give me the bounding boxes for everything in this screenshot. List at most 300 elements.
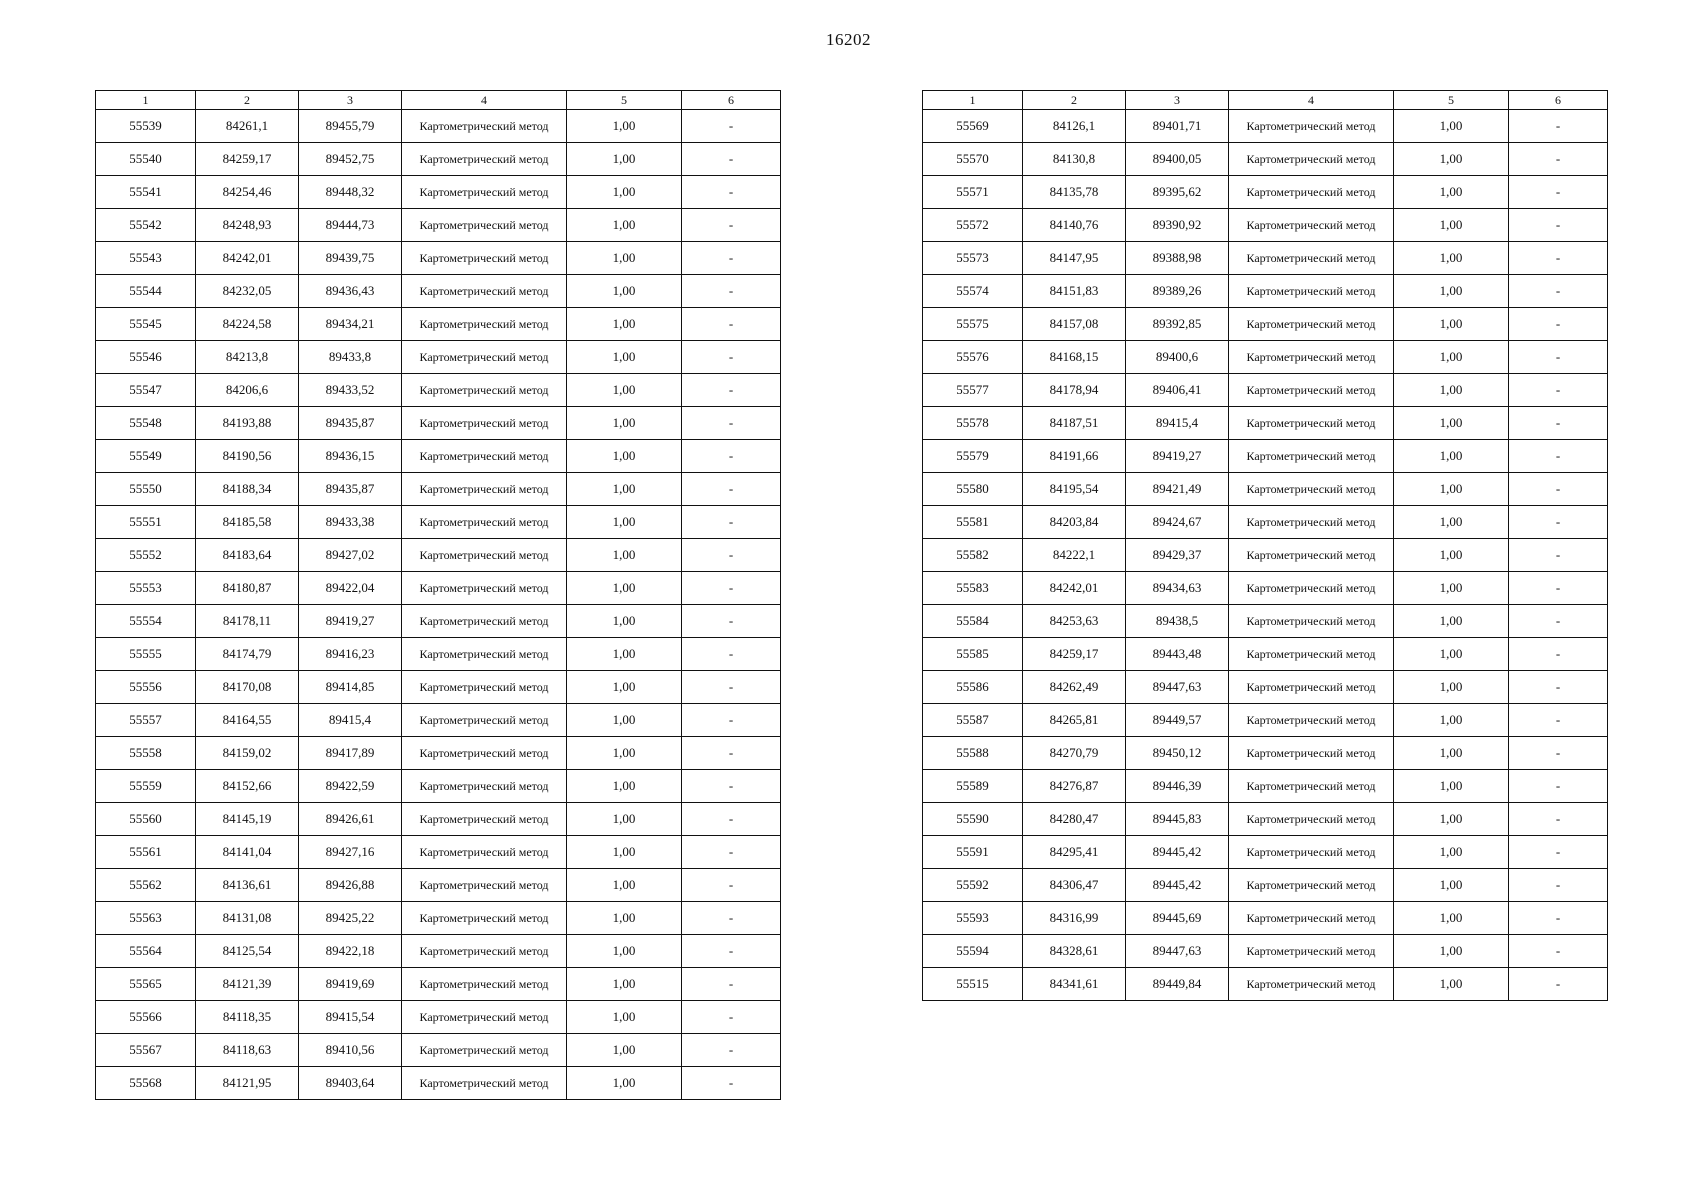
method-cell: Картометрический метод (1229, 737, 1394, 770)
header-row (96, 91, 781, 110)
note-cell: - (682, 506, 781, 539)
coordinate-y-cell: 89450,12 (1126, 737, 1229, 770)
accuracy-cell: 1,00 (1394, 968, 1509, 1001)
coordinate-y-cell: 89439,75 (299, 242, 402, 275)
coordinate-x-cell: 84121,39 (196, 968, 299, 1001)
note-cell: - (682, 902, 781, 935)
table-row (96, 539, 781, 572)
coordinate-x-cell: 84141,04 (196, 836, 299, 869)
accuracy-cell: 1,00 (567, 902, 682, 935)
method-cell: Картометрический метод (1229, 341, 1394, 374)
method-cell: Картометрический метод (1229, 176, 1394, 209)
note-cell: - (682, 1034, 781, 1067)
note-cell: - (1509, 902, 1608, 935)
coordinate-x-cell: 84253,63 (1023, 605, 1126, 638)
note-cell: - (682, 242, 781, 275)
accuracy-cell: 1,00 (1394, 209, 1509, 242)
method-cell: Картометрический метод (1229, 506, 1394, 539)
coordinate-y-cell: 89392,85 (1126, 308, 1229, 341)
table-row (96, 275, 781, 308)
coordinate-x-cell: 84203,84 (1023, 506, 1126, 539)
note-cell: - (682, 704, 781, 737)
coordinate-x-cell: 84295,41 (1023, 836, 1126, 869)
method-cell: Картометрический метод (402, 968, 567, 1001)
accuracy-cell: 1,00 (1394, 902, 1509, 935)
table-row (96, 836, 781, 869)
table-row (923, 803, 1608, 836)
coordinate-x-cell: 84159,02 (196, 737, 299, 770)
column-header: 4 (1229, 91, 1394, 110)
accuracy-cell: 1,00 (567, 770, 682, 803)
accuracy-cell: 1,00 (567, 1067, 682, 1100)
accuracy-cell: 1,00 (567, 341, 682, 374)
method-cell: Картометрический метод (1229, 803, 1394, 836)
accuracy-cell: 1,00 (1394, 770, 1509, 803)
note-cell: - (682, 572, 781, 605)
table-row (96, 473, 781, 506)
coordinate-y-cell: 89424,67 (1126, 506, 1229, 539)
method-cell: Картометрический метод (1229, 836, 1394, 869)
coordinate-x-cell: 84316,99 (1023, 902, 1126, 935)
table-row (96, 605, 781, 638)
method-cell: Картометрический метод (1229, 968, 1394, 1001)
note-cell: - (1509, 407, 1608, 440)
coordinate-y-cell: 89443,48 (1126, 638, 1229, 671)
coordinate-y-cell: 89415,54 (299, 1001, 402, 1034)
coordinate-y-cell: 89434,63 (1126, 572, 1229, 605)
coordinate-x-cell: 84136,61 (196, 869, 299, 902)
coordinate-x-cell: 84262,49 (1023, 671, 1126, 704)
column-header: 5 (1394, 91, 1509, 110)
coordinate-x-cell: 84242,01 (1023, 572, 1126, 605)
note-cell: - (1509, 143, 1608, 176)
table-row (96, 440, 781, 473)
column-header: 4 (402, 91, 567, 110)
coordinate-x-cell: 84135,78 (1023, 176, 1126, 209)
accuracy-cell: 1,00 (1394, 869, 1509, 902)
note-cell: - (1509, 770, 1608, 803)
note-cell: - (1509, 671, 1608, 704)
coordinate-y-cell: 89401,71 (1126, 110, 1229, 143)
coordinate-x-cell: 84178,94 (1023, 374, 1126, 407)
coordinate-x-cell: 84188,34 (196, 473, 299, 506)
coordinate-y-cell: 89429,37 (1126, 539, 1229, 572)
table-row (923, 143, 1608, 176)
coordinate-x-cell: 84191,66 (1023, 440, 1126, 473)
table-row (96, 572, 781, 605)
coordinate-x-cell: 84190,56 (196, 440, 299, 473)
page-number: 16202 (826, 30, 871, 49)
note-cell: - (682, 308, 781, 341)
point-number-cell: 55553 (96, 572, 196, 605)
note-cell: - (1509, 704, 1608, 737)
method-cell: Картометрический метод (402, 803, 567, 836)
coordinate-x-cell: 84306,47 (1023, 869, 1126, 902)
table-row (96, 1034, 781, 1067)
coordinate-y-cell: 89445,69 (1126, 902, 1229, 935)
note-cell: - (682, 770, 781, 803)
table-row (923, 374, 1608, 407)
column-header: 1 (923, 91, 1023, 110)
point-number-cell: 55567 (96, 1034, 196, 1067)
table-row (96, 770, 781, 803)
table-row (923, 671, 1608, 704)
coordinate-x-cell: 84328,61 (1023, 935, 1126, 968)
method-cell: Картометрический метод (1229, 242, 1394, 275)
point-number-cell: 55565 (96, 968, 196, 1001)
table-row (96, 902, 781, 935)
point-number-cell: 55542 (96, 209, 196, 242)
coordinate-x-cell: 84130,8 (1023, 143, 1126, 176)
accuracy-cell: 1,00 (567, 242, 682, 275)
method-cell: Картометрический метод (402, 407, 567, 440)
coordinate-y-cell: 89433,38 (299, 506, 402, 539)
table-row (923, 605, 1608, 638)
method-cell: Картометрический метод (1229, 143, 1394, 176)
coordinate-x-cell: 84125,54 (196, 935, 299, 968)
coordinate-y-cell: 89395,62 (1126, 176, 1229, 209)
note-cell: - (682, 209, 781, 242)
method-cell: Картометрический метод (402, 176, 567, 209)
note-cell: - (1509, 275, 1608, 308)
coordinate-y-cell: 89447,63 (1126, 671, 1229, 704)
point-number-cell: 55573 (923, 242, 1023, 275)
note-cell: - (1509, 539, 1608, 572)
coordinate-x-cell: 84140,76 (1023, 209, 1126, 242)
accuracy-cell: 1,00 (1394, 176, 1509, 209)
point-number-cell: 55541 (96, 176, 196, 209)
table-row (923, 770, 1608, 803)
table-row (923, 440, 1608, 473)
point-number-cell: 55585 (923, 638, 1023, 671)
point-number-cell: 55594 (923, 935, 1023, 968)
point-number-cell: 55562 (96, 869, 196, 902)
accuracy-cell: 1,00 (1394, 110, 1509, 143)
coordinate-y-cell: 89426,88 (299, 869, 402, 902)
table-row (96, 935, 781, 968)
note-cell: - (1509, 803, 1608, 836)
point-number-cell: 55556 (96, 671, 196, 704)
note-cell: - (1509, 308, 1608, 341)
coordinate-x-cell: 84254,46 (196, 176, 299, 209)
accuracy-cell: 1,00 (1394, 374, 1509, 407)
method-cell: Картометрический метод (402, 737, 567, 770)
point-number-cell: 55551 (96, 506, 196, 539)
method-cell: Картометрический метод (1229, 572, 1394, 605)
table-row (96, 407, 781, 440)
column-header: 2 (196, 91, 299, 110)
coordinate-x-cell: 84174,79 (196, 638, 299, 671)
point-number-cell: 55589 (923, 770, 1023, 803)
coordinate-x-cell: 84270,79 (1023, 737, 1126, 770)
point-number-cell: 55547 (96, 374, 196, 407)
point-number-cell: 55586 (923, 671, 1023, 704)
note-cell: - (1509, 572, 1608, 605)
table-row (96, 143, 781, 176)
method-cell: Картометрический метод (402, 935, 567, 968)
coordinate-x-cell: 84168,15 (1023, 341, 1126, 374)
method-cell: Картометрический метод (402, 473, 567, 506)
coordinate-x-cell: 84151,83 (1023, 275, 1126, 308)
column-header: 3 (1126, 91, 1229, 110)
method-cell: Картометрический метод (1229, 539, 1394, 572)
method-cell: Картометрический метод (402, 869, 567, 902)
note-cell: - (1509, 110, 1608, 143)
method-cell: Картометрический метод (402, 209, 567, 242)
accuracy-cell: 1,00 (1394, 704, 1509, 737)
note-cell: - (682, 176, 781, 209)
coordinate-x-cell: 84157,08 (1023, 308, 1126, 341)
column-header: 5 (567, 91, 682, 110)
table-row (96, 506, 781, 539)
accuracy-cell: 1,00 (567, 539, 682, 572)
note-cell: - (682, 1001, 781, 1034)
point-number-cell: 55557 (96, 704, 196, 737)
point-number-cell: 55576 (923, 341, 1023, 374)
method-cell: Картометрический метод (1229, 407, 1394, 440)
accuracy-cell: 1,00 (567, 968, 682, 1001)
point-number-cell: 55566 (96, 1001, 196, 1034)
coordinate-x-cell: 84131,08 (196, 902, 299, 935)
coordinate-x-cell: 84118,35 (196, 1001, 299, 1034)
coordinate-y-cell: 89419,69 (299, 968, 402, 1001)
coordinate-y-cell: 89445,42 (1126, 836, 1229, 869)
accuracy-cell: 1,00 (567, 836, 682, 869)
method-cell: Картометрический метод (1229, 440, 1394, 473)
point-number-cell: 55574 (923, 275, 1023, 308)
coordinate-y-cell: 89434,21 (299, 308, 402, 341)
accuracy-cell: 1,00 (1394, 242, 1509, 275)
table-row (96, 671, 781, 704)
table-row (96, 803, 781, 836)
coordinate-y-cell: 89433,52 (299, 374, 402, 407)
method-cell: Картометрический метод (1229, 275, 1394, 308)
point-number-cell: 55580 (923, 473, 1023, 506)
coordinate-y-cell: 89436,15 (299, 440, 402, 473)
table-row (923, 407, 1608, 440)
method-cell: Картометрический метод (402, 506, 567, 539)
method-cell: Картометрический метод (1229, 605, 1394, 638)
coordinate-x-cell: 84248,93 (196, 209, 299, 242)
method-cell: Картометрический метод (402, 143, 567, 176)
table-row (923, 341, 1608, 374)
table-row (96, 638, 781, 671)
table-row (96, 704, 781, 737)
note-cell: - (1509, 176, 1608, 209)
method-cell: Картометрический метод (402, 638, 567, 671)
note-cell: - (1509, 737, 1608, 770)
accuracy-cell: 1,00 (567, 605, 682, 638)
note-cell: - (1509, 473, 1608, 506)
method-cell: Картометрический метод (1229, 209, 1394, 242)
note-cell: - (682, 539, 781, 572)
point-number-cell: 55587 (923, 704, 1023, 737)
accuracy-cell: 1,00 (567, 869, 682, 902)
note-cell: - (1509, 242, 1608, 275)
method-cell: Картометрический метод (1229, 935, 1394, 968)
coordinate-x-cell: 84213,8 (196, 341, 299, 374)
coordinate-y-cell: 89435,87 (299, 407, 402, 440)
accuracy-cell: 1,00 (567, 440, 682, 473)
coordinate-y-cell: 89414,85 (299, 671, 402, 704)
method-cell: Картометрический метод (402, 242, 567, 275)
note-cell: - (682, 275, 781, 308)
method-cell: Картометрический метод (1229, 638, 1394, 671)
method-cell: Картометрический метод (402, 704, 567, 737)
table-row (923, 506, 1608, 539)
point-number-cell: 55582 (923, 539, 1023, 572)
method-cell: Картометрический метод (1229, 374, 1394, 407)
method-cell: Картометрический метод (1229, 671, 1394, 704)
point-number-cell: 55564 (96, 935, 196, 968)
coordinate-y-cell: 89435,87 (299, 473, 402, 506)
accuracy-cell: 1,00 (1394, 737, 1509, 770)
note-cell: - (1509, 209, 1608, 242)
note-cell: - (1509, 374, 1608, 407)
accuracy-cell: 1,00 (1394, 341, 1509, 374)
point-number-cell: 55584 (923, 605, 1023, 638)
coordinate-x-cell: 84180,87 (196, 572, 299, 605)
coordinate-y-cell: 89422,18 (299, 935, 402, 968)
coordinate-x-cell: 84152,66 (196, 770, 299, 803)
table-row (923, 308, 1608, 341)
method-cell: Картометрический метод (402, 1067, 567, 1100)
coordinate-y-cell: 89416,23 (299, 638, 402, 671)
table-row (923, 869, 1608, 902)
point-number-cell: 55570 (923, 143, 1023, 176)
table-row (923, 968, 1608, 1001)
note-cell: - (682, 440, 781, 473)
coordinate-x-cell: 84121,95 (196, 1067, 299, 1100)
point-number-cell: 55561 (96, 836, 196, 869)
point-number-cell: 55554 (96, 605, 196, 638)
accuracy-cell: 1,00 (567, 374, 682, 407)
method-cell: Картометрический метод (1229, 869, 1394, 902)
coordinate-x-cell: 84232,05 (196, 275, 299, 308)
coordinate-y-cell: 89388,98 (1126, 242, 1229, 275)
coordinate-y-cell: 89417,89 (299, 737, 402, 770)
point-number-cell: 55560 (96, 803, 196, 836)
accuracy-cell: 1,00 (1394, 440, 1509, 473)
method-cell: Картометрический метод (402, 671, 567, 704)
point-number-cell: 55578 (923, 407, 1023, 440)
coordinate-x-cell: 84224,58 (196, 308, 299, 341)
table-row (923, 539, 1608, 572)
table-row (923, 935, 1608, 968)
method-cell: Картометрический метод (1229, 308, 1394, 341)
coordinate-y-cell: 89426,61 (299, 803, 402, 836)
coordinate-x-cell: 84145,19 (196, 803, 299, 836)
note-cell: - (682, 374, 781, 407)
column-header: 6 (682, 91, 781, 110)
coordinate-y-cell: 89444,73 (299, 209, 402, 242)
note-cell: - (682, 671, 781, 704)
coordinates-table-right (922, 90, 1608, 1001)
header-row (923, 91, 1608, 110)
method-cell: Картометрический метод (402, 836, 567, 869)
note-cell: - (1509, 869, 1608, 902)
coordinate-y-cell: 89419,27 (299, 605, 402, 638)
coordinates-table-left (95, 90, 781, 1100)
coordinate-x-cell: 84276,87 (1023, 770, 1126, 803)
table-row (923, 704, 1608, 737)
point-number-cell: 55539 (96, 110, 196, 143)
point-number-cell: 55550 (96, 473, 196, 506)
point-number-cell: 55543 (96, 242, 196, 275)
note-cell: - (1509, 506, 1608, 539)
accuracy-cell: 1,00 (1394, 407, 1509, 440)
coordinate-y-cell: 89446,39 (1126, 770, 1229, 803)
accuracy-cell: 1,00 (1394, 275, 1509, 308)
coordinate-x-cell: 84195,54 (1023, 473, 1126, 506)
accuracy-cell: 1,00 (1394, 473, 1509, 506)
accuracy-cell: 1,00 (1394, 836, 1509, 869)
table-row (923, 638, 1608, 671)
method-cell: Картометрический метод (402, 440, 567, 473)
note-cell: - (682, 803, 781, 836)
note-cell: - (682, 737, 781, 770)
point-number-cell: 55572 (923, 209, 1023, 242)
table-row (96, 869, 781, 902)
note-cell: - (1509, 605, 1608, 638)
table-row (923, 473, 1608, 506)
point-number-cell: 55593 (923, 902, 1023, 935)
point-number-cell: 55583 (923, 572, 1023, 605)
table-row (923, 275, 1608, 308)
coordinate-y-cell: 89448,32 (299, 176, 402, 209)
coordinate-y-cell: 89422,59 (299, 770, 402, 803)
table-row (96, 176, 781, 209)
method-cell: Картометрический метод (1229, 110, 1394, 143)
table-row (923, 737, 1608, 770)
accuracy-cell: 1,00 (1394, 638, 1509, 671)
coordinate-y-cell: 89406,41 (1126, 374, 1229, 407)
note-cell: - (682, 407, 781, 440)
coordinate-x-cell: 84259,17 (196, 143, 299, 176)
coordinate-x-cell: 84206,6 (196, 374, 299, 407)
point-number-cell: 55569 (923, 110, 1023, 143)
method-cell: Картометрический метод (402, 572, 567, 605)
accuracy-cell: 1,00 (1394, 935, 1509, 968)
accuracy-cell: 1,00 (567, 110, 682, 143)
point-number-cell: 55590 (923, 803, 1023, 836)
coordinate-x-cell: 84341,61 (1023, 968, 1126, 1001)
point-number-cell: 55579 (923, 440, 1023, 473)
note-cell: - (682, 638, 781, 671)
coordinate-y-cell: 89449,57 (1126, 704, 1229, 737)
accuracy-cell: 1,00 (567, 704, 682, 737)
coordinate-x-cell: 84265,81 (1023, 704, 1126, 737)
coordinate-y-cell: 89425,22 (299, 902, 402, 935)
coordinate-y-cell: 89433,8 (299, 341, 402, 374)
coordinate-x-cell: 84187,51 (1023, 407, 1126, 440)
table-row (96, 1067, 781, 1100)
accuracy-cell: 1,00 (1394, 539, 1509, 572)
table-row (923, 836, 1608, 869)
point-number-cell: 55577 (923, 374, 1023, 407)
accuracy-cell: 1,00 (567, 407, 682, 440)
note-cell: - (1509, 836, 1608, 869)
table-row (96, 308, 781, 341)
method-cell: Картометрический метод (1229, 770, 1394, 803)
accuracy-cell: 1,00 (1394, 605, 1509, 638)
coordinate-x-cell: 84193,88 (196, 407, 299, 440)
method-cell: Картометрический метод (1229, 704, 1394, 737)
method-cell: Картометрический метод (402, 110, 567, 143)
coordinate-x-cell: 84280,47 (1023, 803, 1126, 836)
table-row (96, 374, 781, 407)
accuracy-cell: 1,00 (567, 572, 682, 605)
